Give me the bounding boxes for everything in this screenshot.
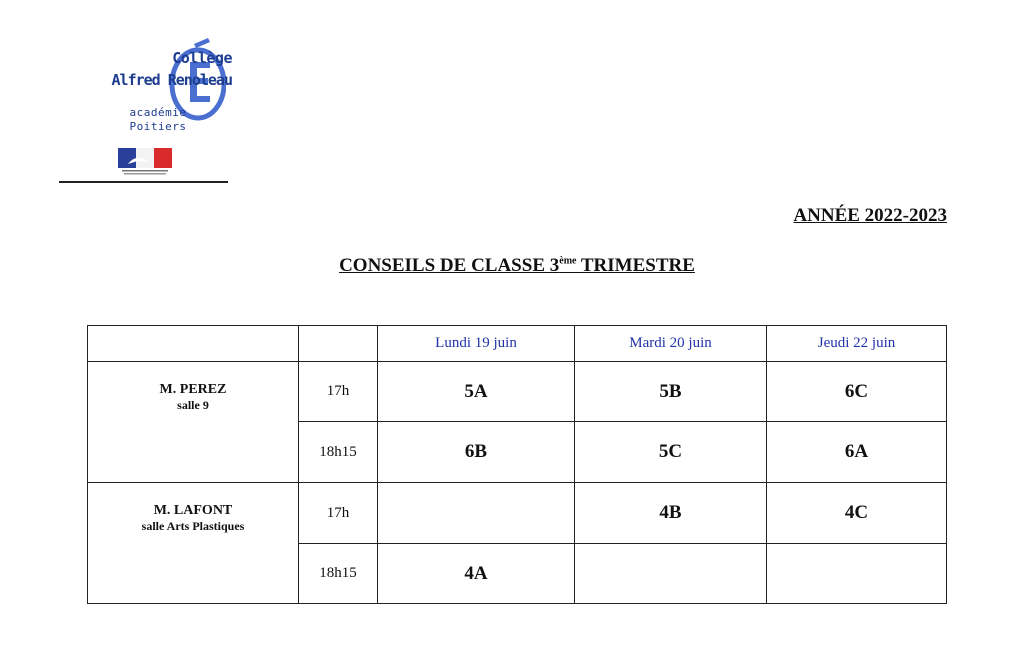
page-title [0,255,1024,277]
teacher-cell [88,362,299,483]
time-cell: 18h15 [299,544,378,604]
class-cell: 6C [767,362,947,422]
class-cell: 5B [575,362,767,422]
logo-underline [59,181,228,183]
teacher-room: salle Arts Plastiques [141,519,245,533]
logo-academie [112,106,204,134]
time-cell: 17h [299,362,378,422]
day-header: Lundi 19 juin [378,326,575,362]
time-cell: 17h [299,483,378,544]
logo-college-text: Collège [172,49,232,67]
time-cell: 18h15 [299,422,378,483]
teacher-name: M. PEREZ [159,382,227,397]
republique-francaise-flag-icon [118,148,172,176]
teacher-name: M. LAFONT [153,503,233,518]
header-row [88,326,947,362]
college-logo [56,20,232,185]
teacher-cell [88,483,299,604]
title-superscript: ème [559,255,577,267]
schedule-table [87,325,947,604]
empty-header-cell [299,326,378,362]
class-cell [767,544,947,604]
title-main: CONSEILS DE CLASSE 3 [339,255,560,276]
title-suffix: TRIMESTRE [576,255,695,276]
class-cell: 5C [575,422,767,483]
table-row [88,362,947,422]
day-header: Mardi 20 juin [575,326,767,362]
logo-academie-city: Poitiers [129,120,187,133]
class-cell: 5A [378,362,575,422]
class-cell: 4C [767,483,947,544]
table-row [88,483,947,544]
class-cell: 4A [378,544,575,604]
class-cell: 4B [575,483,767,544]
logo-college-name: Alfred Renoleau [111,71,232,89]
class-cell: 6A [767,422,947,483]
class-cell [575,544,767,604]
empty-header-cell [88,326,299,362]
day-header: Jeudi 22 juin [767,326,947,362]
logo-academie-label: académie [129,106,187,119]
class-cell: 6B [378,422,575,483]
class-cell [378,483,575,544]
teacher-room: salle 9 [177,398,209,412]
school-year: ANNÉE 2022-2023 [793,205,947,226]
